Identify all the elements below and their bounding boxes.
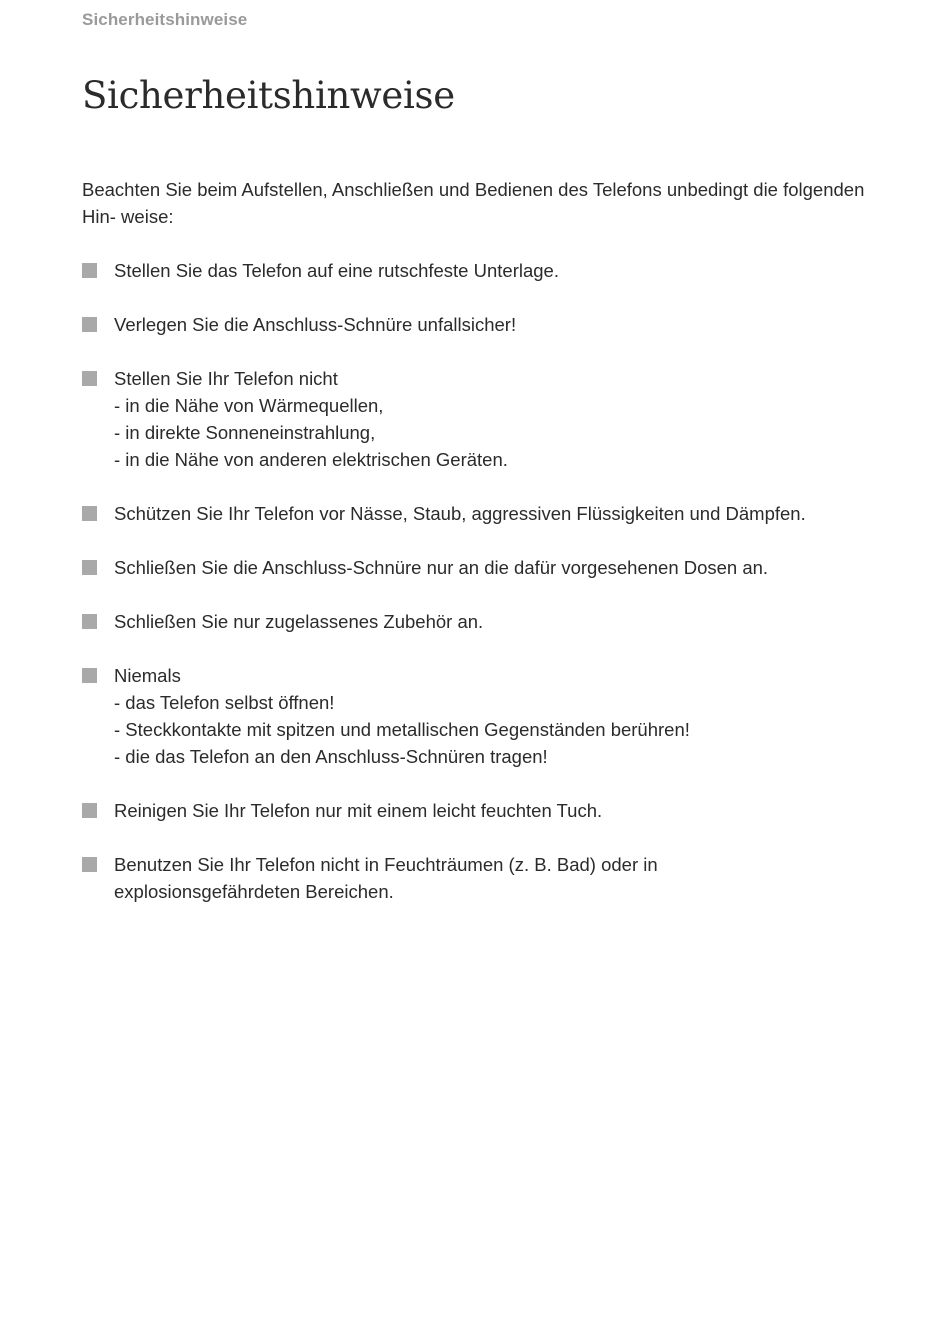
page-title: Sicherheitshinweise [82,74,455,117]
running-header: Sicherheitshinweise [82,10,248,29]
safety-notes-list [82,257,872,932]
safety-note [82,554,872,581]
safety-note [82,365,872,473]
note-line: - das Telefon selbst öffnen! [114,692,335,713]
safety-note [82,500,872,527]
safety-note [82,662,872,770]
note-line: Stellen Sie Ihr Telefon nicht [114,368,338,389]
safety-note [82,851,872,905]
safety-note [82,257,872,284]
note-line: - in direkte Sonneneinstrahlung, [114,422,376,443]
note-line: - in die Nähe von Wärmequellen, [114,395,384,416]
square-bullet-icon [82,263,97,278]
square-bullet-icon [82,506,97,521]
square-bullet-icon [82,668,97,683]
note-line: Reinigen Sie Ihr Telefon nur mit einem leicht feuchten Tuch. [114,800,603,821]
note-line: - die das Telefon an den Anschluss-Schnüren tragen! [114,746,548,767]
square-bullet-icon [82,317,97,332]
note-line: Schützen Sie Ihr Telefon vor Nässe, Staub, aggressiven Flüssigkeiten und Dämpfen. [114,503,806,524]
square-bullet-icon [82,614,97,629]
safety-note [82,797,872,824]
note-line: Schließen Sie die Anschluss-Schnüre nur an die dafür vorgesehenen Dosen an. [114,557,769,578]
square-bullet-icon [82,560,97,575]
note-line: explosionsgefährdeten Bereichen. [114,881,394,902]
note-line: Schließen Sie nur zugelassenes Zubehör an. [114,611,484,632]
square-bullet-icon [82,857,97,872]
note-line: Verlegen Sie die Anschluss-Schnüre unfallsicher! [114,314,517,335]
note-line: Benutzen Sie Ihr Telefon nicht in Feuchträumen (z. B. Bad) oder in [114,854,658,875]
square-bullet-icon [82,803,97,818]
note-line: Stellen Sie das Telefon auf eine rutschfeste Unterlage. [114,260,559,281]
square-bullet-icon [82,371,97,386]
safety-note [82,311,872,338]
intro-paragraph: Beachten Sie beim Aufstellen, Anschließen und Bedienen des Telefons unbedingt die folgenden Hin- weise: [82,179,865,227]
safety-note [82,608,872,635]
note-line: - in die Nähe von anderen elektrischen Geräten. [114,449,508,470]
note-line: Niemals [114,665,181,686]
note-line: - Steckkontakte mit spitzen und metallischen Gegenständen berühren! [114,719,690,740]
